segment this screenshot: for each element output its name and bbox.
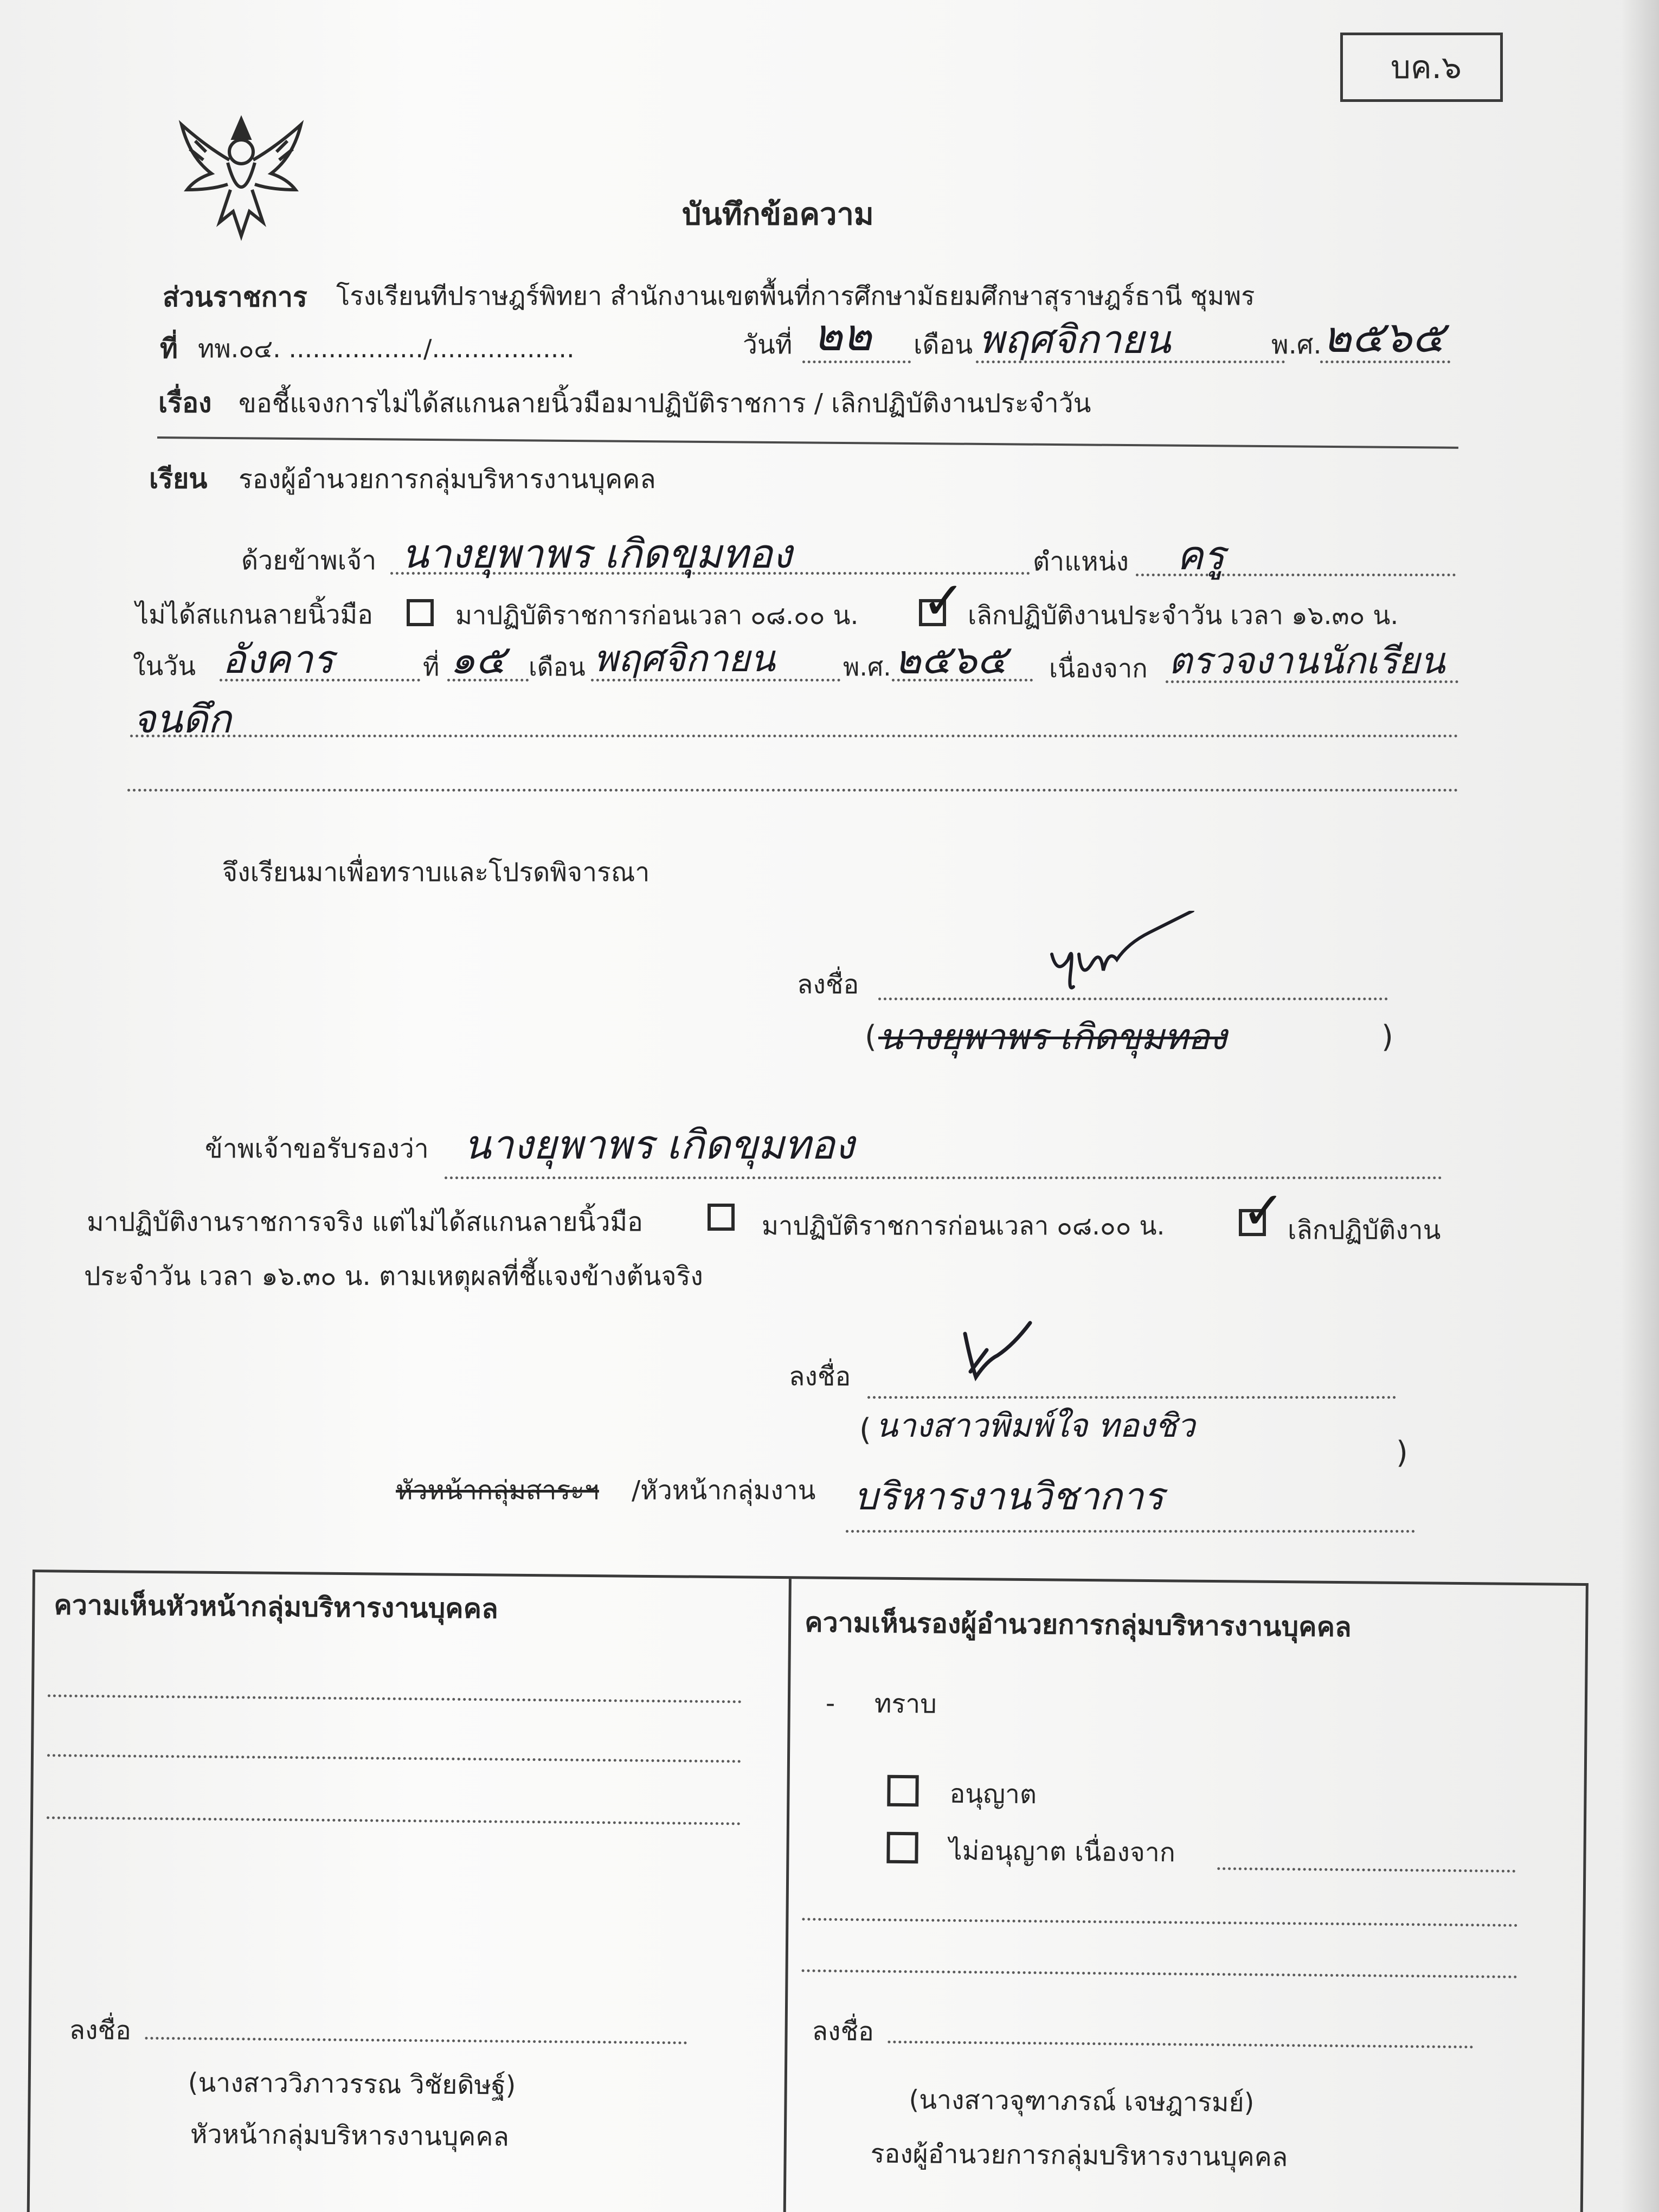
- signature2-title-struck: หัวหน้ากลุ่มสาระฯ: [396, 1475, 599, 1506]
- not-scanned-label: ไม่ได้สแกนลายนิ้วมือ: [136, 600, 373, 630]
- reason-dotted-line-3: [127, 789, 1458, 792]
- right-sign-dotted-line: [888, 2041, 1473, 2048]
- subject-label: เรื่อง: [158, 387, 212, 419]
- closing-text: จึงเรียนมาเพื่อทราบและโปรดพิจารณา: [222, 857, 650, 888]
- statement-month-handwritten: พฤศจิกายน: [594, 638, 775, 680]
- reason-handwritten: ตรวจงานนักเรียน: [1168, 640, 1445, 683]
- certification-name-handwritten: นางยุพาพร เกิดขุมทอง: [464, 1122, 854, 1168]
- statement-date-label: ที่: [423, 652, 440, 681]
- ref-value: ทพ.๐๔. ................./..................: [198, 334, 575, 363]
- right-comment-heading: ความเห็นรองผู้อำนวยการกลุ่มบริหารงานบุคคล: [804, 1606, 1352, 1643]
- leave-check-mark-icon: ✓: [922, 570, 966, 631]
- signature2-label: ลงชื่อ: [789, 1361, 851, 1392]
- certification-leave-label: เลิกปฏิบัติงาน: [1288, 1215, 1441, 1245]
- signature1-label: ลงชื่อ: [797, 969, 859, 1000]
- statement-month-label: เดือน: [529, 652, 586, 681]
- statement-date-handwritten: ๑๕: [450, 636, 506, 683]
- signature1-dotted-line: [878, 998, 1388, 1000]
- signature1-scribble: [1041, 911, 1204, 998]
- left-comment-heading: ความเห็นหัวหน้ากลุ่มบริหารงานบุคคล: [54, 1589, 498, 1625]
- month-handwritten: พฤศจิกายน: [979, 317, 1171, 362]
- statement-year-label: พ.ศ.: [843, 652, 891, 681]
- day-handwritten: อังคาร: [222, 636, 334, 682]
- reason-dotted-line-2: [130, 735, 1458, 737]
- reason-continuation-handwritten: จนดึก: [133, 696, 232, 742]
- arrive-checkbox[interactable]: [407, 599, 434, 626]
- signature2-close-paren: ): [1396, 1435, 1408, 1470]
- signature2-title-rest: /หัวหน้ากลุ่มงาน: [632, 1475, 816, 1506]
- signature2-group-handwritten: บริหารงานวิชาการ: [854, 1474, 1164, 1519]
- comment-table-divider: [783, 1579, 791, 2212]
- left-signer-name: (นางสาววิภาวรรณ วิชัยดิษฐ์): [188, 2067, 516, 2101]
- certification-leave-check-mark-icon: ✓: [1242, 1180, 1285, 1241]
- signature1-close-paren: ): [1381, 1019, 1393, 1054]
- paper-shadow-edge: [1621, 0, 1659, 2212]
- left-comment-line-1: [48, 1694, 742, 1703]
- signature1-open-paren: (: [865, 1019, 877, 1054]
- certification-arrive-checkbox[interactable]: [708, 1204, 735, 1231]
- date-day-handwritten: ๒๒: [813, 310, 872, 361]
- to-label: เรียน: [149, 463, 208, 494]
- right-acknowledge: ทราบ: [874, 1688, 937, 1720]
- certification-name-dotted-line: [445, 1176, 1442, 1179]
- signature2-open-paren: (: [859, 1412, 871, 1448]
- left-sign-label: ลงชื่อ: [69, 2015, 132, 2046]
- certification-line3: ประจำวัน เวลา ๑๖.๓๐ น. ตามเหตุผลที่ชี้แจงข้างต้นจริง: [84, 1261, 703, 1291]
- form-code: บค.๖: [1391, 49, 1462, 86]
- agency-value: โรงเรียนทีปราษฎร์พิทยา สำนักงานเขตพื้นที่การศึกษามัธยมศึกษาสุราษฎร์ธานี ชุมพร: [336, 281, 1255, 311]
- position-label: ตำแหน่ง: [1033, 546, 1129, 577]
- left-signer-title: หัวหน้ากลุ่มบริหารงานบุคคล: [190, 2119, 510, 2152]
- leave-label: เลิกปฏิบัติงานประจำวัน เวลา ๑๖.๓๐ น.: [968, 601, 1399, 631]
- right-bullet: -: [825, 1688, 835, 1719]
- certification-intro: ข้าพเจ้าขอรับรองว่า: [205, 1134, 429, 1164]
- right-signer-name: (นางสาวจุฑาภรณ์ เจษฎารมย์): [909, 2085, 1255, 2118]
- signature2-printed-name-handwritten: นางสาวพิมพ์ใจ ทองชิว: [876, 1407, 1195, 1445]
- form-code-box: [1340, 33, 1503, 102]
- reason-label: เนื่องจาก: [1049, 654, 1148, 684]
- on-day-label: ในวัน: [133, 651, 196, 681]
- deny-reason-line-2: [802, 1918, 1517, 1927]
- month-label: เดือน: [914, 330, 973, 360]
- signature1-printed-name-handwritten: นางยุพาพร เกิดขุมทอง: [878, 1016, 1227, 1058]
- subject-divider: [157, 436, 1458, 449]
- agency-label: ส่วนราชการ: [163, 281, 307, 313]
- signature2-group-dotted-line: [846, 1530, 1415, 1533]
- statement-name-label: ด้วยข้าพเจ้า: [241, 545, 377, 576]
- ref-label: ที่: [160, 333, 178, 364]
- deny-checkbox[interactable]: [886, 1832, 918, 1864]
- statement-year-handwritten: ๒๕๖๕: [895, 636, 1007, 683]
- memo-title: บันทึกข้อความ: [682, 197, 874, 232]
- position-handwritten: ครู: [1176, 532, 1225, 579]
- year-handwritten: ๒๕๖๕: [1323, 312, 1445, 362]
- signature2-dotted-line: [867, 1396, 1396, 1399]
- deny-reason-line-1: [1217, 1867, 1515, 1873]
- left-comment-line-3: [47, 1816, 741, 1825]
- arrive-label: มาปฏิบัติราชการก่อนเวลา ๐๘.๐๐ น.: [455, 601, 859, 631]
- approve-checkbox[interactable]: [887, 1775, 919, 1807]
- to-value: รองผู้อำนวยการกลุ่มบริหารงานบุคคล: [239, 464, 656, 494]
- deny-reason-line-3: [802, 1969, 1517, 1978]
- year-label: พ.ศ.: [1271, 330, 1322, 360]
- approve-label: อนุญาต: [949, 1778, 1037, 1810]
- left-sign-dotted-line: [145, 2037, 687, 2044]
- certification-arrive-label: มาปฏิบัติราชการก่อนเวลา ๐๘.๐๐ น.: [762, 1211, 1165, 1241]
- deny-label: ไม่อนุญาต เนื่องจาก: [949, 1835, 1176, 1868]
- date-label: วันที่: [743, 330, 793, 360]
- certification-line2: มาปฏิบัติงานราชการจริง แต่ไม่ได้สแกนลายนิ้วมือ: [87, 1207, 643, 1237]
- garuda-emblem-icon: [173, 108, 309, 244]
- signature2-scribble: [954, 1317, 1041, 1393]
- left-comment-line-2: [47, 1754, 741, 1763]
- statement-name-handwritten: นางยุพาพร เกิดขุมทอง: [401, 531, 792, 577]
- subject-value: ขอชี้แจงการไม่ได้สแกนลายนิ้วมือมาปฏิบัติราชการ / เลิกปฏิบัติงานประจำวัน: [239, 388, 1091, 419]
- right-sign-label: ลงชื่อ: [812, 2016, 874, 2047]
- right-signer-title: รองผู้อำนวยการกลุ่มบริหารงานบุคคล: [870, 2138, 1288, 2173]
- comment-table: [27, 1570, 1589, 2212]
